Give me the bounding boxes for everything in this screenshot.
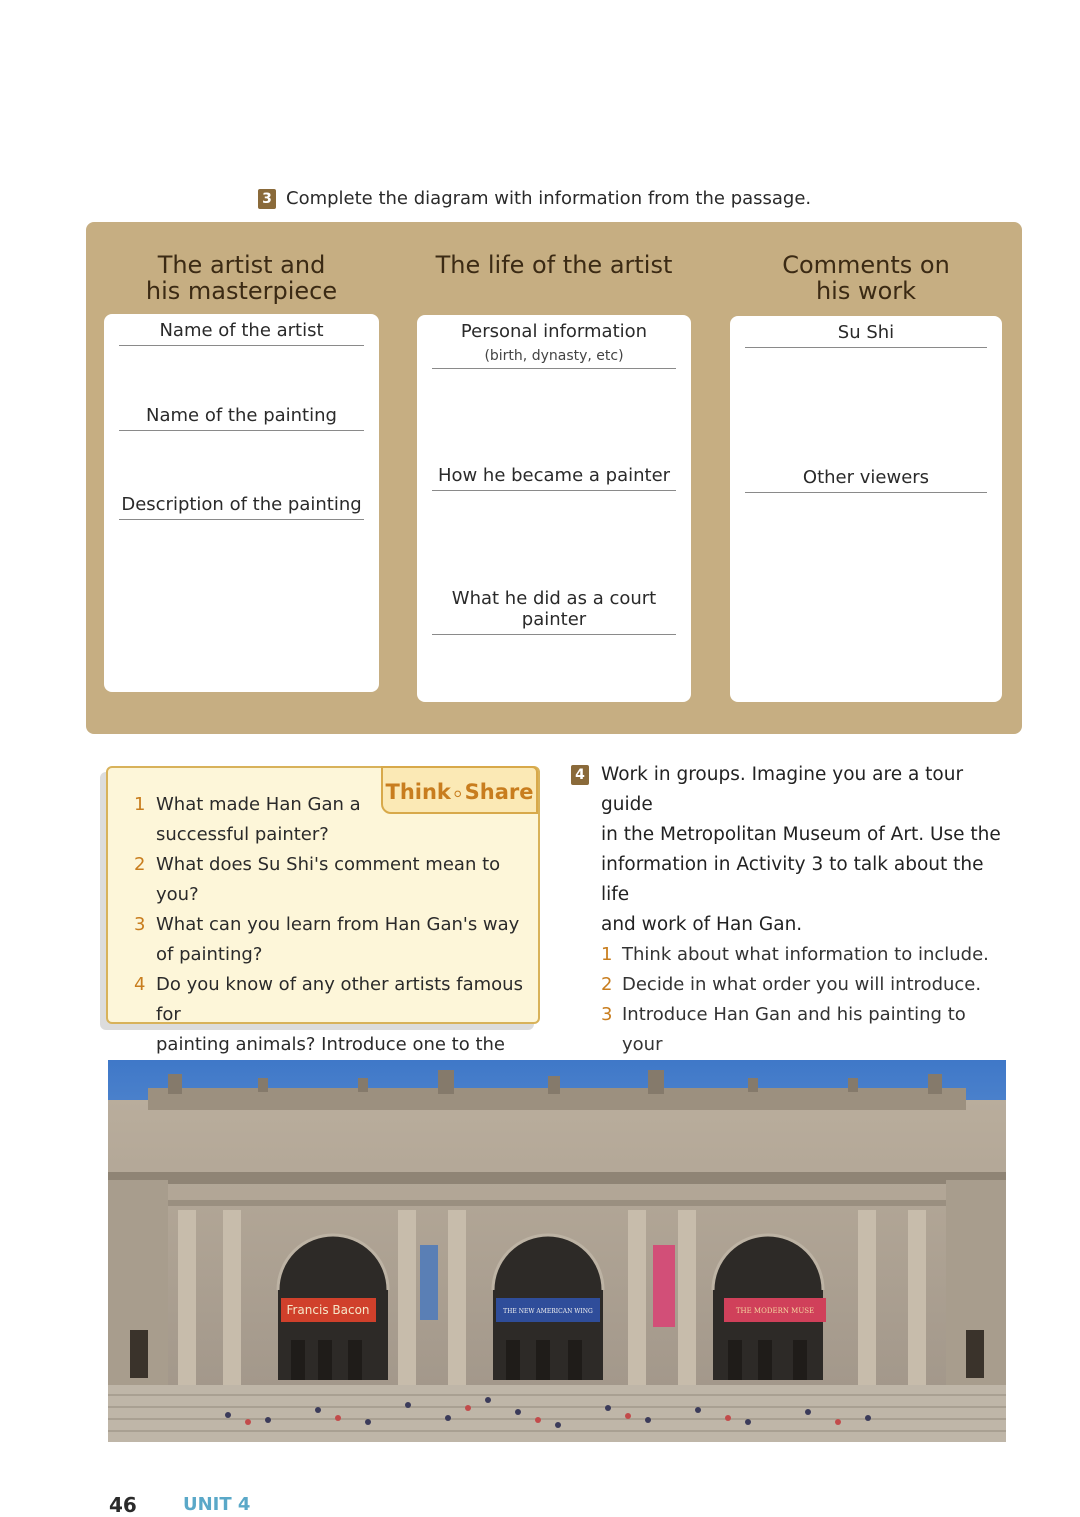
column-title-artist <box>104 252 379 304</box>
list-item <box>571 940 1011 970</box>
task-line: Think about what information to include. <box>622 944 989 965</box>
question-number: 4 <box>134 974 146 995</box>
field-became-painter[interactable]: How he became a painter <box>432 465 676 491</box>
question-line: Do you know of any other artists famous for <box>156 974 523 1025</box>
task-line: Decide in what order you will introduce. <box>622 974 982 995</box>
field-other-viewers[interactable]: Other viewers <box>745 467 987 493</box>
question-line: painting animals? Introduce one to the <box>156 1034 506 1055</box>
field-court-painter[interactable]: What he did as a court painter <box>432 588 676 635</box>
intro-line: and work of Han Gan. <box>601 914 803 935</box>
list-item <box>134 910 524 970</box>
question-number: 1 <box>134 794 146 815</box>
task-number: 3 <box>601 1004 613 1025</box>
page-number: 46 <box>109 1493 137 1517</box>
banner-modern-muse: THE MODERN MUSE <box>735 1307 815 1315</box>
task-number: 2 <box>601 974 613 995</box>
think-label: Think <box>385 780 451 804</box>
artist-diagram <box>86 222 1022 734</box>
lightbulb-icon: ⚪ <box>451 787 464 803</box>
column-title-line: his masterpiece <box>145 277 338 305</box>
task-number: 1 <box>601 944 613 965</box>
question-line: What made Han Gan a <box>156 794 361 815</box>
task-line: Introduce Han Gan and his painting to your <box>622 1004 966 1055</box>
list-item <box>571 970 1011 1000</box>
intro-line: Work in groups. Imagine you are a tour guide <box>601 764 964 815</box>
question-number: 2 <box>134 854 146 875</box>
unit-label: UNIT 4 <box>183 1494 251 1515</box>
list-item <box>134 850 524 910</box>
question-line: successful painter? <box>156 824 329 845</box>
question-line: What can you learn from Han Gan's way <box>156 914 520 935</box>
question-number: 3 <box>134 914 146 935</box>
share-label: Share <box>464 780 534 804</box>
intro-line: in the Metropolitan Museum of Art. Use the <box>601 824 1001 845</box>
field-su-shi[interactable]: Su Shi <box>745 322 987 348</box>
think-share-tag <box>381 766 538 814</box>
field-label: Personal information <box>460 321 648 342</box>
field-painting-description[interactable]: Description of the painting <box>119 494 364 520</box>
question-list <box>134 790 524 1090</box>
banner-american-wing: THE NEW AMERICAN WING <box>503 1308 593 1315</box>
question-line: of painting? <box>156 944 263 965</box>
column-title-life <box>417 252 691 278</box>
activity-3-instruction <box>258 188 811 209</box>
banner-francis-bacon: Francis Bacon <box>286 1303 370 1317</box>
intro-line: information in Activity 3 to talk about the life <box>601 854 984 905</box>
column-title-line: The life of the artist <box>435 251 673 279</box>
activity-3-text: Complete the diagram with information from the passage. <box>286 188 812 209</box>
activity-number-badge: 4 <box>571 765 589 785</box>
column-title-line: The artist and <box>157 251 326 279</box>
question-line: What does Su Shi's comment mean to you? <box>156 854 501 905</box>
activity-4 <box>571 760 1011 1090</box>
comments-box <box>730 316 1002 702</box>
activity-4-intro <box>571 760 1011 940</box>
field-note: (birth, dynasty, etc) <box>484 348 624 364</box>
artist-box <box>104 314 379 692</box>
column-title-line: Comments on <box>782 251 950 279</box>
field-personal-info[interactable] <box>432 321 676 369</box>
field-painting-name[interactable]: Name of the painting <box>119 405 364 431</box>
column-title-comments <box>730 252 1002 304</box>
life-box <box>417 315 691 702</box>
activity-number-badge: 3 <box>258 189 276 209</box>
field-artist-name[interactable]: Name of the artist <box>119 320 364 346</box>
museum-photo <box>108 1060 1006 1442</box>
column-title-line: his work <box>815 277 917 305</box>
